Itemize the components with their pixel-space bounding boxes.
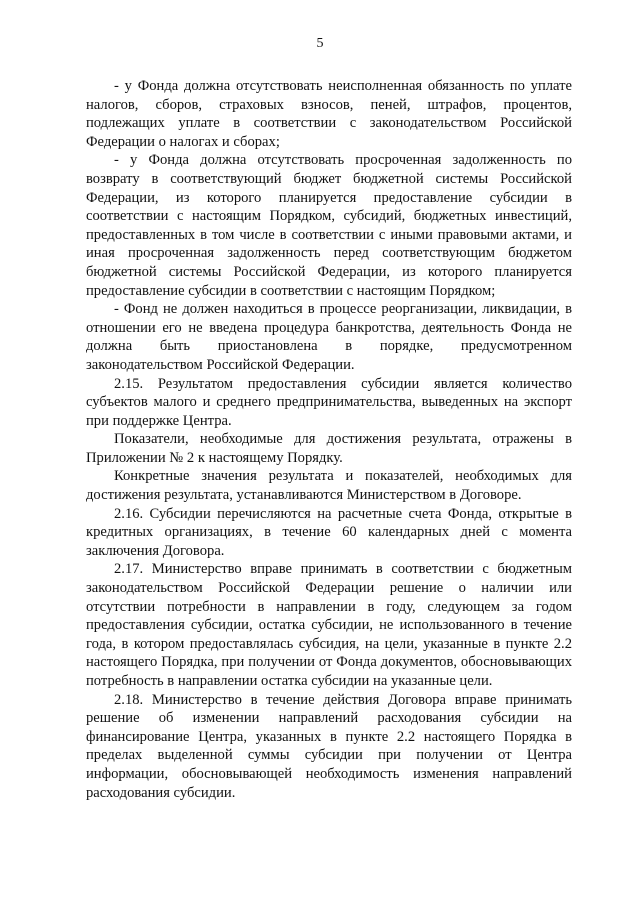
paragraph-2-17: 2.17. Министерство вправе принимать в соответствии с бюджетным законодательством Российской Федерации решение о наличии или отсутствии потребности в направлении в году, следующем за годом предоставления субсидии, остатка субсидии, не использованного в течение года, в котором предоставлялась субсидия, на цели, указанные в пункте 2.2 настоящего Порядка, при получении от Фонда документов, обосновывающих потребность в направлении остатка субсидии на указанные цели. bbox=[86, 561, 572, 689]
paragraph-reorganization: - Фонд не должен находиться в процессе реорганизации, ликвидации, в отношении его не введена процедура банкротства, деятельность Фонда не должна быть приостановлена в порядке, предусмотренном законодательством Российской Федерации. bbox=[86, 301, 572, 373]
paragraph-overdue-debt: - у Фонда должна отсутствовать просроченная задолженность по возврату в соответствующий бюджет бюджетной системы Российской Федерации, из которого планируется предоставление субсидии в соответствии с настоящим Порядком, субсидий, бюджетных инвестиций, предоставленных в том числе в соответствии с иными правовыми актами, и иная просроченная задолженность перед соответствующим бюджетом бюджетной системы Российской Федерации, из которого планируется предоставление субсидии в соответствии с настоящим Порядком; bbox=[86, 152, 572, 299]
paragraph-2-16: 2.16. Субсидии перечисляются на расчетные счета Фонда, открытые в кредитных организациях, в течение 60 календарных дней с момента заключения Договора. bbox=[86, 505, 572, 559]
page-number: 5 bbox=[316, 36, 324, 51]
paragraph-2-18: 2.18. Министерство в течение действия Договора вправе принимать решение об изменении направлений расходования субсидии на финансирование Центра, указанных в пункте 2.2 настоящего Порядка в пределах выделенной суммы субсидии при получении от Центра информации, обосновывающей необходимость изменения направлений расходования субсидии. bbox=[86, 691, 572, 801]
paragraph-tax-obligations: - у Фонда должна отсутствовать неисполненная обязанность по уплате налогов, сборов, страховых взносов, пеней, штрафов, процентов, подлежащих уплате в соответствии с законодательством Российской Федерации о налогах и сборах; bbox=[86, 78, 572, 150]
paragraph-indicators: Показатели, необходимые для достижения результата, отражены в Приложении № 2 к настоящему Порядку. bbox=[86, 431, 572, 466]
paragraph-specific-values: Конкретные значения результата и показателей, необходимых для достижения результата, устанавливаются Министерством в Договоре. bbox=[86, 468, 572, 504]
paragraph-2-15: 2.15. Результатом предоставления субсидии является количество субъектов малого и среднего предпринимательства, выведенных на экспорт при поддержке Центра. bbox=[86, 375, 572, 429]
document-body bbox=[86, 77, 572, 802]
